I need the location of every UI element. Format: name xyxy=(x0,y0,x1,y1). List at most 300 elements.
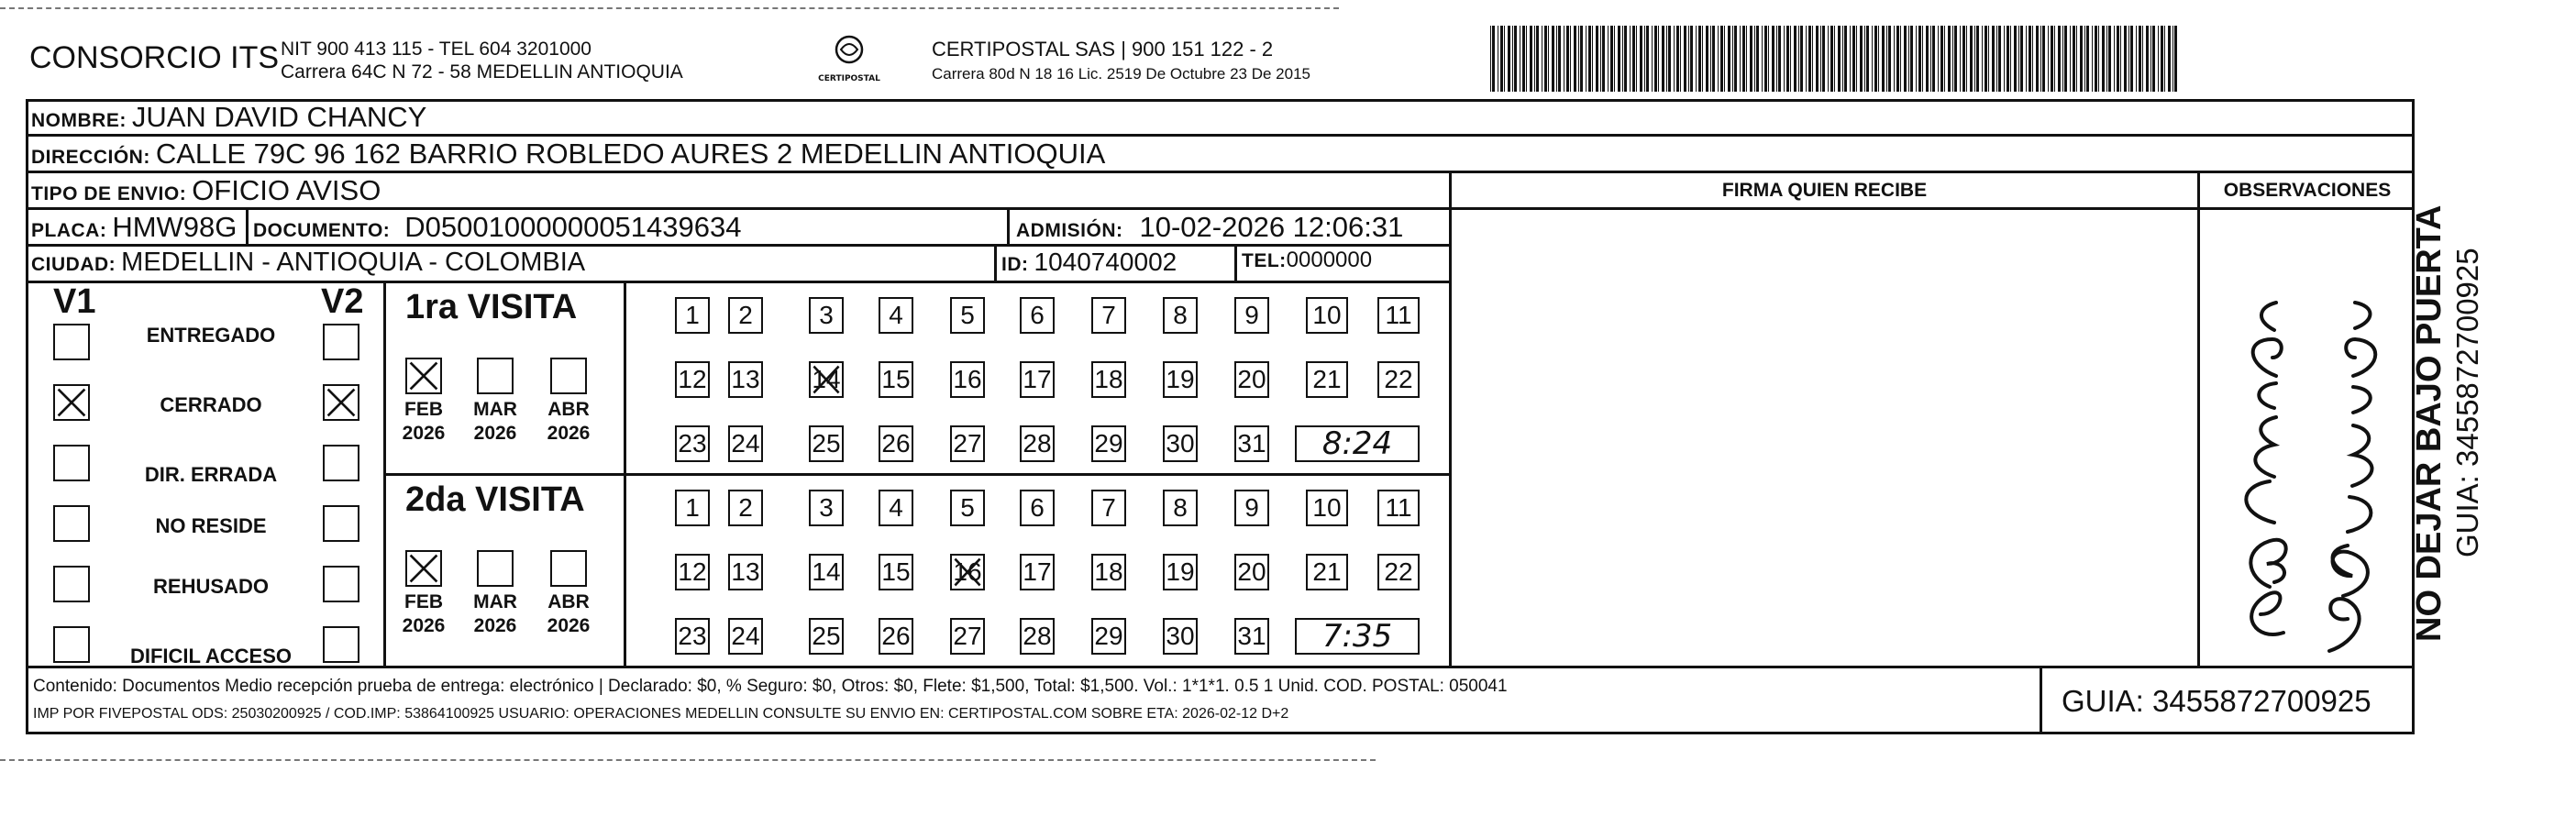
day-box[interactable] xyxy=(1306,361,1348,398)
barcode-bar xyxy=(2172,26,2173,92)
rule xyxy=(1234,244,1237,281)
status-v1-checkbox[interactable] xyxy=(53,566,90,602)
rule xyxy=(1449,207,2415,210)
barcode-bar xyxy=(2004,26,2005,92)
barcode-bar xyxy=(2120,26,2121,92)
handwritten-signature-icon xyxy=(2302,229,2394,660)
barcode-bar xyxy=(1784,26,1785,92)
barcode-bar xyxy=(1684,26,1686,92)
month-label xyxy=(541,398,596,446)
day-box[interactable] xyxy=(950,361,985,398)
day-box[interactable] xyxy=(1163,297,1198,334)
barcode-bar xyxy=(2174,26,2177,92)
barcode-bar xyxy=(2106,26,2107,92)
day-box[interactable] xyxy=(950,490,985,526)
status-label: NO RESIDE xyxy=(155,514,267,537)
barcode-bar xyxy=(1888,26,1891,92)
day-box[interactable] xyxy=(950,554,985,590)
day-number: 23 xyxy=(678,429,707,458)
day-box[interactable] xyxy=(728,554,763,590)
day-number: 29 xyxy=(1094,429,1123,458)
barcode-bar xyxy=(2036,26,2039,92)
day-number: 30 xyxy=(1166,429,1195,458)
day-box[interactable] xyxy=(1091,554,1126,590)
admision-value: 10-02-2026 12:06:31 xyxy=(1139,211,1404,243)
admision-label: ADMISIÓN: xyxy=(1016,220,1123,241)
day-number: 23 xyxy=(678,622,707,650)
day-number: 11 xyxy=(1385,493,1412,522)
day-number: 2 xyxy=(738,301,753,329)
day-number: 31 xyxy=(1237,622,1266,650)
barcode-bar xyxy=(1688,26,1689,92)
barcode-bar xyxy=(1588,26,1591,92)
rule xyxy=(26,134,2415,137)
barcode-bar xyxy=(2146,26,2149,92)
barcode-bar xyxy=(2020,26,2023,92)
barcode-bar xyxy=(1734,26,1737,92)
day-box[interactable] xyxy=(1377,554,1420,590)
day-number: 12 xyxy=(678,557,707,586)
barcode-bar xyxy=(1504,26,1505,92)
rule xyxy=(26,171,2415,173)
day-box[interactable] xyxy=(1020,490,1055,526)
barcode-bar xyxy=(1762,26,1763,92)
barcode-bar xyxy=(1938,26,1939,92)
logo-text: CERTIPOSTAL xyxy=(818,74,880,83)
barcode-bar xyxy=(1952,26,1953,92)
day-number: 29 xyxy=(1094,622,1123,650)
barcode-bar xyxy=(1908,26,1909,92)
month-name: MAR xyxy=(473,591,517,612)
month-checkbox[interactable] xyxy=(550,358,587,394)
barcode-bar xyxy=(1944,26,1945,92)
day-number: 14 xyxy=(812,557,841,586)
status-v2-checkbox[interactable] xyxy=(323,566,359,602)
day-box[interactable] xyxy=(1091,361,1126,398)
nombre-label: NOMBRE: xyxy=(31,110,127,131)
barcode-bar xyxy=(1596,26,1598,92)
status-v2-checkbox[interactable] xyxy=(323,324,359,360)
no-dejar-bajo-puerta: NO DEJAR BAJO PUERTA xyxy=(2410,204,2449,642)
barcode-bar xyxy=(1996,26,1997,92)
day-box[interactable] xyxy=(1091,618,1126,655)
day-number: 19 xyxy=(1166,365,1195,393)
day-number: 5 xyxy=(960,301,975,329)
barcode-bar xyxy=(1558,26,1561,92)
barcode-bar xyxy=(1646,26,1649,92)
placa-value: HMW98G xyxy=(112,211,238,243)
barcode-bar xyxy=(1640,26,1642,92)
barcode-bar xyxy=(2032,26,2033,92)
barcode-bar xyxy=(2095,26,2097,92)
handwritten-time-box[interactable] xyxy=(1295,425,1420,462)
day-number: 28 xyxy=(1023,622,1052,650)
barcode-bar xyxy=(1610,26,1613,92)
month-year: 2026 xyxy=(402,423,446,444)
barcode-bar xyxy=(1608,26,1609,92)
day-number: 7 xyxy=(1101,493,1116,522)
barcode-bar xyxy=(1850,26,1851,92)
day-box[interactable] xyxy=(950,425,985,462)
barcode-bar xyxy=(1600,26,1601,92)
day-number: 10 xyxy=(1312,493,1342,522)
barcode-bar xyxy=(1878,26,1879,92)
day-box[interactable] xyxy=(1234,618,1269,655)
day-number: 28 xyxy=(1023,429,1052,458)
day-box[interactable] xyxy=(1163,425,1198,462)
day-box[interactable] xyxy=(1091,490,1126,526)
tipo-envio-row xyxy=(31,174,381,207)
day-box[interactable] xyxy=(809,425,844,462)
status-label: DIFICIL ACCESO xyxy=(129,645,292,667)
barcode-bar xyxy=(2058,26,2061,92)
id-row xyxy=(1001,248,1177,277)
ciudad-label: CIUDAD: xyxy=(31,254,116,275)
barcode-bar xyxy=(2076,26,2077,92)
barcode-bar xyxy=(1630,26,1631,92)
barcode-bar xyxy=(1508,26,1510,92)
handwritten-time: 8:24 xyxy=(1321,425,1393,462)
month-year: 2026 xyxy=(473,615,517,636)
barcode-bar xyxy=(1732,26,1733,92)
status-v2-checkbox[interactable] xyxy=(323,505,359,542)
rule xyxy=(26,281,1449,283)
day-number: 3 xyxy=(819,493,834,522)
barcode-bar xyxy=(1526,26,1527,92)
footer-guia: GUIA: 3455872700925 xyxy=(2062,684,2371,718)
day-box[interactable] xyxy=(1163,554,1198,590)
day-box[interactable] xyxy=(675,554,710,590)
rule xyxy=(1007,207,1010,244)
visit-title: 2da VISITA xyxy=(405,480,585,519)
day-box[interactable] xyxy=(1377,297,1420,334)
barcode-bar xyxy=(2048,26,2049,92)
barcode-bar xyxy=(1794,26,1797,92)
day-number: 17 xyxy=(1023,557,1052,586)
barcode-bar xyxy=(1512,26,1513,92)
barcode-bar xyxy=(2136,26,2137,92)
day-box[interactable] xyxy=(879,297,913,334)
day-box[interactable] xyxy=(1234,425,1269,462)
tel-value: 0000000 xyxy=(1286,248,1373,272)
day-number: 8 xyxy=(1173,493,1188,522)
month-label xyxy=(396,590,451,638)
day-box[interactable] xyxy=(879,618,913,655)
barcode-bar xyxy=(1894,26,1895,92)
barcode-bar xyxy=(1674,26,1675,92)
barcode-bar xyxy=(1718,26,1719,92)
day-box[interactable] xyxy=(728,297,763,334)
day-number: 26 xyxy=(881,622,911,650)
day-box[interactable] xyxy=(879,425,913,462)
barcode-bar xyxy=(2073,26,2075,92)
day-number: 4 xyxy=(889,493,903,522)
observaciones-header: OBSERVACIONES xyxy=(2223,180,2392,201)
barcode-bar xyxy=(1992,26,1995,92)
barcode-bar xyxy=(1586,26,1587,92)
status-v1-checkbox[interactable] xyxy=(53,626,90,663)
barcode-bar xyxy=(1786,26,1789,92)
day-box[interactable] xyxy=(1306,297,1348,334)
day-number: 27 xyxy=(953,429,982,458)
barcode-bar xyxy=(1896,26,1899,92)
barcode-bar xyxy=(1860,26,1863,92)
day-box[interactable] xyxy=(1234,490,1269,526)
direccion-value: CALLE 79C 96 162 BARRIO ROBLEDO AURES 2 MEDELLIN ANTIOQUIA xyxy=(155,138,1106,170)
barcode-bar xyxy=(1954,26,1957,92)
day-box[interactable] xyxy=(809,618,844,655)
barcode-bar xyxy=(1790,26,1791,92)
day-box[interactable] xyxy=(950,297,985,334)
barcode-bar xyxy=(2130,26,2133,92)
barcode-bar xyxy=(1872,26,1873,92)
status-v2-checkbox[interactable] xyxy=(323,445,359,481)
day-number: 4 xyxy=(889,301,903,329)
day-box[interactable] xyxy=(1234,361,1269,398)
day-box[interactable] xyxy=(728,618,763,655)
month-checkbox[interactable] xyxy=(477,550,514,587)
barcode-bar xyxy=(1976,26,1979,92)
day-box[interactable] xyxy=(1020,618,1055,655)
nombre-value: JUAN DAVID CHANCY xyxy=(131,101,427,133)
barcode-bar xyxy=(2139,26,2141,92)
barcode-bar xyxy=(2117,26,2119,92)
barcode-bar xyxy=(2098,26,2099,92)
day-box[interactable] xyxy=(728,361,763,398)
day-box[interactable] xyxy=(809,554,844,590)
barcode-bar xyxy=(2102,26,2105,92)
barcode-bar xyxy=(1982,26,1983,92)
barcode-bar xyxy=(1652,26,1653,92)
day-number: 25 xyxy=(812,622,841,650)
month-name: ABR xyxy=(547,399,590,420)
barcode-bar xyxy=(1904,26,1907,92)
barcode-bar xyxy=(1754,26,1755,92)
status-v2-checkbox[interactable] xyxy=(323,384,359,421)
month-label xyxy=(541,590,596,638)
barcode-bar xyxy=(1696,26,1697,92)
barcode-bar xyxy=(1614,26,1615,92)
barcode-bar xyxy=(2070,26,2071,92)
status-v1-checkbox[interactable] xyxy=(53,324,90,360)
direccion-row xyxy=(31,138,1105,171)
day-box[interactable] xyxy=(1163,618,1198,655)
barcode-bar xyxy=(2040,26,2041,92)
day-number: 30 xyxy=(1166,622,1195,650)
barcode-bar xyxy=(2128,26,2129,92)
day-box[interactable] xyxy=(809,361,844,398)
barcode-bar xyxy=(1806,26,1807,92)
barcode-bar xyxy=(1966,26,1967,92)
barcode-bar xyxy=(1570,26,1571,92)
month-name: MAR xyxy=(473,399,517,420)
barcode-bar xyxy=(1592,26,1593,92)
barcode-bar xyxy=(1490,26,1491,92)
barcode-bar xyxy=(2029,26,2031,92)
barcode-bar xyxy=(1522,26,1525,92)
day-box[interactable] xyxy=(728,490,763,526)
barcode-bar xyxy=(1720,26,1723,92)
barcode-bar xyxy=(1680,26,1681,92)
day-number: 17 xyxy=(1023,365,1052,393)
day-box[interactable] xyxy=(1234,297,1269,334)
day-box[interactable] xyxy=(1020,554,1055,590)
barcode-bar xyxy=(1698,26,1701,92)
day-box[interactable] xyxy=(1163,361,1198,398)
tel-label: TEL: xyxy=(1242,250,1287,271)
id-label: ID: xyxy=(1001,254,1029,275)
day-box[interactable] xyxy=(675,425,710,462)
barcode-bar xyxy=(1962,26,1965,92)
month-checkbox[interactable] xyxy=(405,358,442,394)
barcode-bar xyxy=(2150,26,2151,92)
day-number: 21 xyxy=(1312,365,1342,393)
day-number: 22 xyxy=(1384,365,1413,393)
barcode-bar xyxy=(1910,26,1913,92)
day-box[interactable] xyxy=(879,554,913,590)
documento-value: D05001000000051439634 xyxy=(404,211,742,243)
barcode-bar xyxy=(1820,26,1821,92)
barcode-bar xyxy=(1900,26,1901,92)
barcode-bar xyxy=(2164,26,2165,92)
day-number: 24 xyxy=(731,622,760,650)
month-label xyxy=(396,398,451,446)
day-box[interactable] xyxy=(1306,554,1348,590)
certipostal-address: Carrera 80d N 18 16 Lic. 2519 De Octubre 23 De 2015 xyxy=(932,65,1310,83)
day-number: 18 xyxy=(1094,365,1123,393)
handwritten-time: 7:35 xyxy=(1321,618,1393,655)
status-v1-checkbox[interactable] xyxy=(53,384,90,421)
status-v1-checkbox[interactable] xyxy=(53,505,90,542)
day-box[interactable] xyxy=(1091,297,1126,334)
certipostal-title: CERTIPOSTAL SAS | 900 151 122 - 2 xyxy=(932,38,1274,61)
month-checkbox[interactable] xyxy=(405,550,442,587)
day-box[interactable] xyxy=(675,361,710,398)
status-label: CERRADO xyxy=(160,393,262,416)
handwritten-time-box[interactable] xyxy=(1295,618,1420,655)
barcode-bar xyxy=(1948,26,1951,92)
day-number: 20 xyxy=(1237,365,1266,393)
day-box[interactable] xyxy=(879,490,913,526)
day-number: 7 xyxy=(1101,301,1116,329)
company-address: Carrera 64C N 72 - 58 MEDELLIN ANTIOQUIA xyxy=(281,61,683,83)
day-number: 31 xyxy=(1237,429,1266,458)
barcode-bar xyxy=(1654,26,1657,92)
tipo-envio-label: TIPO DE ENVIO: xyxy=(31,183,187,204)
day-box[interactable] xyxy=(1234,554,1269,590)
barcode-bar xyxy=(1548,26,1549,92)
day-box[interactable] xyxy=(950,618,985,655)
barcode-bar xyxy=(1844,26,1847,92)
barcode-bar xyxy=(1842,26,1843,92)
day-number: 22 xyxy=(1384,557,1413,586)
day-number: 18 xyxy=(1094,557,1123,586)
day-box[interactable] xyxy=(675,618,710,655)
day-box[interactable] xyxy=(1020,425,1055,462)
barcode-bar xyxy=(1740,26,1741,92)
barcode-bar xyxy=(2051,26,2053,92)
day-number: 2 xyxy=(738,493,753,522)
status-v2-checkbox[interactable] xyxy=(323,626,359,663)
side-guia: GUIA: 3455872700925 xyxy=(2450,248,2484,557)
direccion-label: DIRECCIÓN: xyxy=(31,147,150,168)
placa-label: PLACA: xyxy=(31,220,107,241)
barcode-bar xyxy=(1768,26,1769,92)
day-box[interactable] xyxy=(1306,490,1348,526)
status-v1-checkbox[interactable] xyxy=(53,445,90,481)
day-number: 1 xyxy=(685,493,700,522)
barcode-bar xyxy=(1668,26,1671,92)
status-label: ENTREGADO xyxy=(146,324,276,347)
documento-label: DOCUMENTO: xyxy=(253,220,391,241)
day-box[interactable] xyxy=(1377,361,1420,398)
documento-row xyxy=(253,211,741,244)
firma-header: FIRMA QUIEN RECIBE xyxy=(1721,180,1928,201)
barcode-bar xyxy=(1856,26,1857,92)
month-checkbox[interactable] xyxy=(550,550,587,587)
barcode-bar xyxy=(1602,26,1605,92)
barcode-bar xyxy=(1800,26,1803,92)
day-box[interactable] xyxy=(1020,361,1055,398)
nombre-row xyxy=(31,101,426,134)
visit-title: 1ra VISITA xyxy=(405,288,578,326)
barcode-bar xyxy=(1988,26,1989,92)
day-box[interactable] xyxy=(809,297,844,334)
day-box[interactable] xyxy=(675,490,710,526)
day-number: 24 xyxy=(731,429,760,458)
day-box[interactable] xyxy=(675,297,710,334)
month-label xyxy=(468,398,523,446)
barcode-bar xyxy=(1830,26,1833,92)
day-number: 8 xyxy=(1173,301,1188,329)
barcode-bar xyxy=(2092,26,2093,92)
certipostal-logo-icon xyxy=(813,33,886,88)
day-box[interactable] xyxy=(728,425,763,462)
ciudad-row xyxy=(31,248,585,278)
day-box[interactable] xyxy=(1020,297,1055,334)
day-number: 3 xyxy=(819,301,834,329)
day-box[interactable] xyxy=(1377,490,1420,526)
barcode-bar xyxy=(2168,26,2171,92)
barcode-bar xyxy=(1622,26,1623,92)
day-box[interactable] xyxy=(879,361,913,398)
day-number: 15 xyxy=(881,557,911,586)
barcode-bar xyxy=(1662,26,1664,92)
barcode-bar xyxy=(1778,26,1781,92)
barcode-bar xyxy=(1985,26,1987,92)
day-number: 12 xyxy=(678,365,707,393)
rule xyxy=(2197,173,2200,666)
day-box[interactable] xyxy=(809,490,844,526)
ciudad-value: MEDELLIN - ANTIOQUIA - COLOMBIA xyxy=(121,248,586,277)
barcode-bar xyxy=(1776,26,1777,92)
barcode-bar xyxy=(1750,26,1752,92)
barcode-bar xyxy=(1998,26,2001,92)
barcode-bar xyxy=(1852,26,1855,92)
day-box[interactable] xyxy=(1091,425,1126,462)
barcode-bar xyxy=(1536,26,1539,92)
day-box[interactable] xyxy=(1163,490,1198,526)
barcode-bar xyxy=(1864,26,1865,92)
footer-imp: IMP POR FIVEPOSTAL ODS: 25030200925 / COD.IMP: 53864100925 USUARIO: OPERACIONES MEDELLIN CONSULTE SU ENVIO EN: CERTIPOSTAL.COM SOBRE ETA: 2026-02-12 D+2 xyxy=(33,706,1289,722)
barcode-bar xyxy=(1566,26,1569,92)
month-checkbox[interactable] xyxy=(477,358,514,394)
day-number: 27 xyxy=(953,622,982,650)
company-nit-tel: NIT 900 413 115 - TEL 604 3201000 xyxy=(281,39,591,60)
barcode-bar xyxy=(1838,26,1841,92)
day-number: 20 xyxy=(1237,557,1266,586)
day-number: 6 xyxy=(1030,493,1045,522)
